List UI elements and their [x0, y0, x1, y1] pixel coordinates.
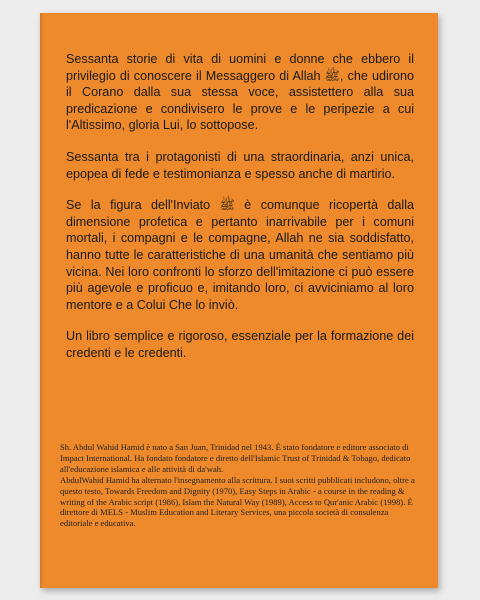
blurb-text	[66, 51, 414, 377]
book-back-cover	[40, 13, 438, 588]
author-bio	[60, 442, 422, 529]
author-bio-paragraph-1: Sh. Abdul Wahid Hamid è nato a San Juan, Trinidad nel 1943. È stato fondatore e editore associato di Impact International. Ha fondato fondatore e diretto dell'Islamic Trust of Trinidad & Tobago, dedicato all'educazione islamica e alle attività di da'wah.	[60, 442, 411, 474]
blurb-paragraph-1: Sessanta storie di vita di uomini e donne che ebbero il privilegio di conoscere il Messaggero di Allah ﷺ, che udirono il Corano dalla sua stessa voce, assistettero alla sua predicazione e condivisero le prove e le peripezie a cui l'Altissimo, gloria Lui, lo sottopose.	[66, 52, 414, 133]
blurb-paragraph-3: Se la figura dell'Inviato ﷺ è comunque ricopertà dalla dimensione profetica e pertanto inarrivabile per i comuni mortali, i compagni e le compagne, Allah ne sia soddisfatto, hanno tutte le caratteristiche di una umanità che sentiamo più vicina. Nei loro confronti lo sforzo dell'imitazione ci può essere più agevole e proficuo e, imitando loro, ci avviciniamo al loro mentore e a Colui Che lo inviò.	[66, 198, 414, 312]
blurb-paragraph-2: Sessanta tra i protagonisti di una straordinaria, anzi unica, epopea di fede e testimonianza e spesso anche di martirio.	[66, 149, 414, 181]
author-bio-paragraph-2: AbdulWahid Hamid ha alternato l'insegnamento alla scrittura. I suoi scritti pubblicati includono, oltre a questo testo, Towards Freedom and Dignity (1970), Easy Steps in Arabic - a course in the reading & writing of the Arabic script (1986), Islam the Natural Way (1989), Access to Qur'anic Arabic (1998). È direttore di MELS - Muslim Education and Literary Services, una piccola società di consulenza editoriale e educativa.	[60, 474, 415, 529]
blurb-paragraph-4: Un libro semplice e rigoroso, essenziale per la formazione dei credenti e le credenti.	[66, 329, 414, 360]
